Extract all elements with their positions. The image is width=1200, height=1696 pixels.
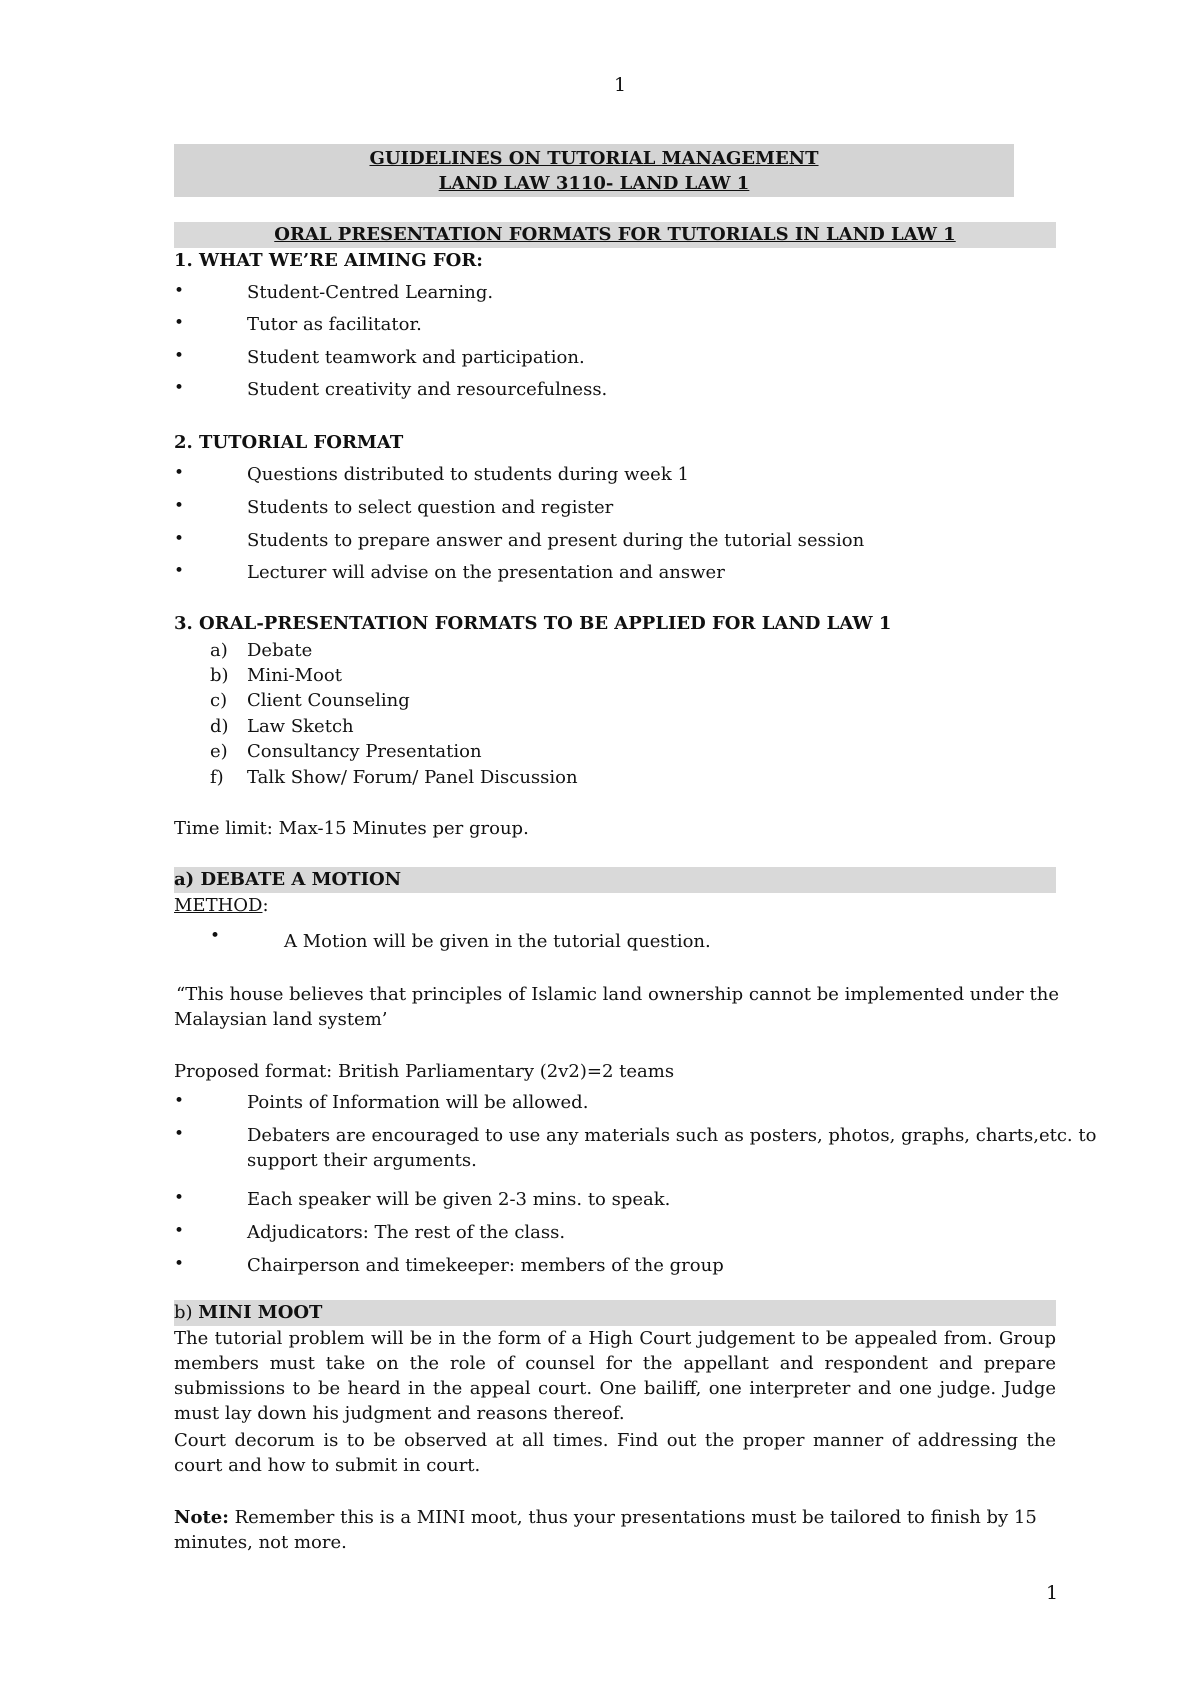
- bullet-icon: •: [174, 1124, 185, 1144]
- section1-item: Student-Centred Learning.: [247, 282, 494, 303]
- title-box: [174, 144, 1014, 197]
- moot-paragraph-2: Court decorum is to be observed at all times. Find out the proper manner of addressing the court and how to submit in court.: [174, 1430, 1056, 1476]
- moot-heading-prefix: b): [174, 1302, 199, 1323]
- proposed-format: Proposed format: British Parliamentary (2v2)=2 teams: [174, 1061, 675, 1082]
- subtitle-bar: ORAL PRESENTATION FORMATS FOR TUTORIALS IN LAND LAW 1: [174, 222, 1056, 248]
- title-line-2: LAND LAW 3110- LAND LAW 1: [438, 173, 750, 194]
- motion-line-1: “This house believes that principles of Islamic land ownership cannot be implemented under the: [176, 984, 1059, 1005]
- bullet-icon: •: [174, 1254, 185, 1274]
- format-letter: f): [210, 767, 224, 788]
- bullet-icon: •: [210, 926, 221, 946]
- motion-line-2: Malaysian land system’: [174, 1009, 388, 1030]
- bullet-icon: •: [174, 313, 185, 333]
- method-label: METHOD:: [174, 895, 269, 916]
- bullet-icon: •: [174, 529, 185, 549]
- time-limit: Time limit: Max-15 Minutes per group.: [174, 818, 529, 839]
- section3-heading: 3. ORAL-PRESENTATION FORMATS TO BE APPLIED FOR LAND LAW 1: [174, 613, 892, 634]
- bullet-icon: •: [174, 463, 185, 483]
- debate-item: Chairperson and timekeeper: members of the group: [247, 1255, 724, 1276]
- section1-item: Tutor as facilitator.: [247, 314, 422, 335]
- note-text: Remember this is a MINI moot, thus your presentations must be tailored to finish by 15 minutes, not more.: [174, 1507, 1037, 1553]
- bullet-icon: •: [174, 346, 185, 366]
- bullet-icon: •: [174, 496, 185, 516]
- bullet-icon: •: [174, 1221, 185, 1241]
- section2-item: Students to prepare answer and present during the tutorial session: [247, 530, 865, 551]
- debate-item: Each speaker will be given 2-3 mins. to speak.: [247, 1189, 671, 1210]
- debate-heading: a) DEBATE A MOTION: [174, 869, 402, 890]
- format-letter: c): [210, 690, 228, 711]
- section1-item: Student teamwork and participation.: [247, 347, 585, 368]
- section2-item: Students to select question and register: [247, 497, 614, 518]
- bullet-icon: •: [174, 561, 185, 581]
- format-item: Client Counseling: [247, 690, 410, 711]
- bullet-icon: •: [174, 378, 185, 398]
- debate-heading-bar: [174, 867, 1056, 893]
- format-letter: a): [210, 640, 228, 661]
- title-line-1: GUIDELINES ON TUTORIAL MANAGEMENT: [369, 148, 819, 169]
- debate-item: Points of Information will be allowed.: [247, 1092, 589, 1113]
- section2-item: Lecturer will advise on the presentation and answer: [247, 562, 725, 583]
- bullet-icon: •: [174, 1188, 185, 1208]
- page-number-top: 1: [613, 74, 627, 96]
- section2-heading: 2. TUTORIAL FORMAT: [174, 432, 404, 453]
- note-label: Note:: [174, 1507, 229, 1528]
- format-item: Debate: [247, 640, 313, 661]
- debate-item: support their arguments.: [247, 1150, 477, 1171]
- section2-item: Questions distributed to students during week 1: [247, 464, 689, 485]
- format-letter: b): [210, 665, 229, 686]
- moot-heading: MINI MOOT: [198, 1302, 323, 1323]
- bullet-icon: •: [174, 1091, 185, 1111]
- moot-note: [174, 1505, 1056, 1555]
- format-item: Talk Show/ Forum/ Panel Discussion: [247, 767, 578, 788]
- format-item: Mini-Moot: [247, 665, 342, 686]
- debate-item: Debaters are encouraged to use any materials such as posters, photos, graphs, charts,etc. to: [247, 1125, 1097, 1146]
- section1-item: Student creativity and resourcefulness.: [247, 379, 608, 400]
- method-item: A Motion will be given in the tutorial question.: [284, 931, 711, 952]
- moot-heading-bar: [174, 1300, 1056, 1326]
- format-item: Consultancy Presentation: [247, 741, 482, 762]
- format-item: Law Sketch: [247, 716, 354, 737]
- section1-heading: 1. WHAT WE’RE AIMING FOR:: [174, 250, 483, 271]
- debate-item: Adjudicators: The rest of the class.: [247, 1222, 566, 1243]
- format-letter: d): [210, 716, 229, 737]
- moot-paragraph-1: The tutorial problem will be in the form of a High Court judgement to be appealed from. Group members must take on the role of counsel for the appellant and respondent and prepare submissions to be heard in the appeal court. One bailiff, one interpreter and one judge. Judge must lay down his judgment and reasons thereof.: [174, 1328, 1056, 1424]
- format-letter: e): [210, 741, 228, 762]
- page-number-bottom: 1: [1046, 1582, 1059, 1604]
- bullet-icon: •: [174, 281, 185, 301]
